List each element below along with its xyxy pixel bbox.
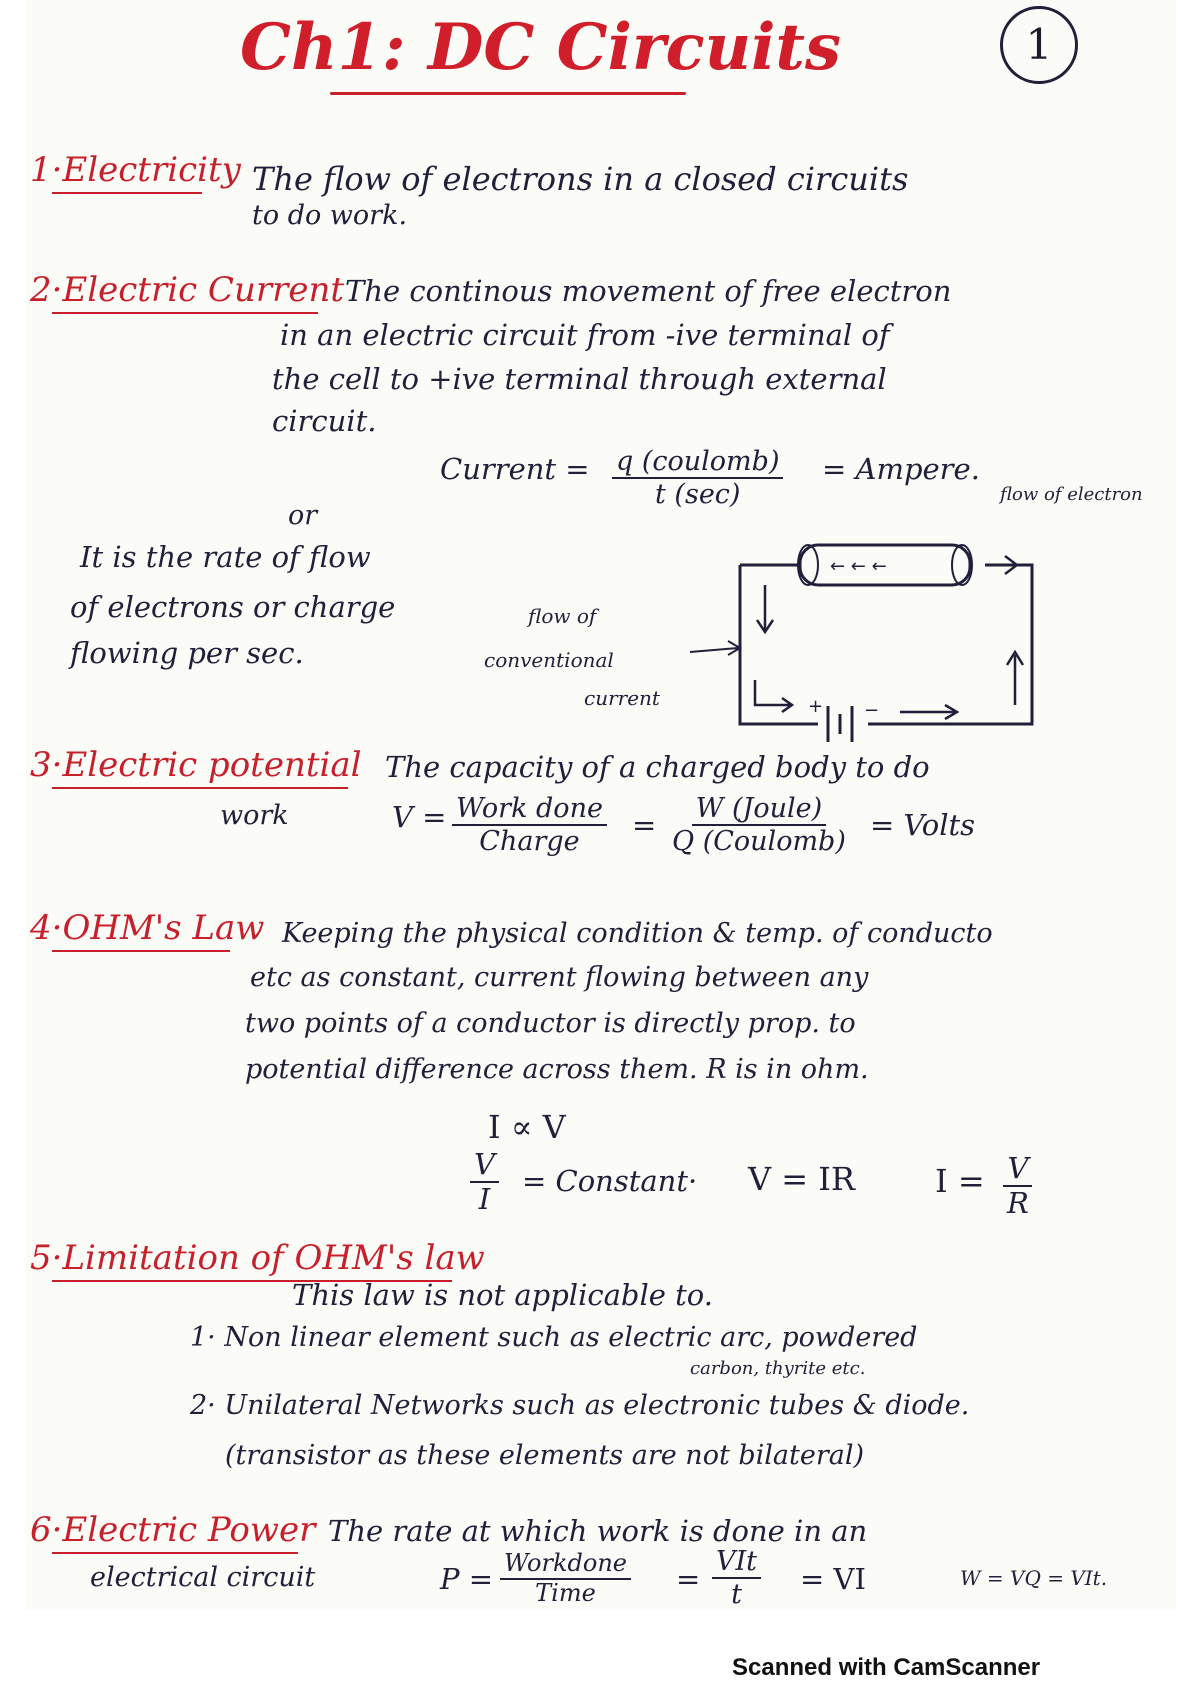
ohm-i-fraction xyxy=(1003,1152,1033,1221)
s1-line1: The flow of electrons in a closed circuits xyxy=(252,160,909,198)
page-number: 1 xyxy=(1000,6,1078,84)
power-fraction-2 xyxy=(712,1546,761,1610)
s5-item1: 1· Non linear element such as electric arc, powdered xyxy=(190,1322,918,1353)
potential-fraction-2 xyxy=(668,793,850,857)
heading-underline xyxy=(52,950,230,952)
s2-line2: in an electric circuit from -ive terminal of xyxy=(280,318,890,352)
power-rhs: = VI xyxy=(800,1562,866,1596)
potential-equals: = xyxy=(632,808,657,842)
s2-alt3: flowing per sec. xyxy=(70,636,304,670)
ohm-proportionality: I ∝ V xyxy=(488,1108,566,1146)
s4-line1: Keeping the physical condition & temp. of conducto xyxy=(282,918,993,949)
current-formula-rhs: = Ampere. xyxy=(822,452,980,486)
s3-line1: The capacity of a charged body to do xyxy=(385,750,930,784)
fraction-numerator: W (Joule) xyxy=(692,793,826,826)
battery-minus-sign: − xyxy=(864,700,880,721)
scanner-watermark: Scanned with CamScanner xyxy=(732,1654,1041,1681)
conventional-current-pointer xyxy=(690,641,740,655)
power-note: W = VQ = VIt. xyxy=(960,1566,1108,1590)
heading-limitation-ohms-law: 5·Limitation of OHM's law xyxy=(30,1238,485,1278)
s1-line2: to do work. xyxy=(252,200,408,231)
power-equals: = xyxy=(676,1562,701,1596)
s5-item1-sub: carbon, thyrite etc. xyxy=(690,1358,866,1379)
potential-formula-lhs: V = xyxy=(392,800,447,834)
electron-flow-arrow xyxy=(990,556,1017,574)
s2-alt2: of electrons or charge xyxy=(70,590,396,624)
heading-ohms-law: 4·OHM's Law xyxy=(30,908,265,948)
fraction-numerator: V xyxy=(470,1148,499,1183)
bottom-arrow-icon xyxy=(900,705,957,719)
battery-plus-sign: + xyxy=(808,696,824,717)
s5-item2: 2· Unilateral Networks such as electronic tubes & diode. xyxy=(190,1390,970,1421)
ohm-v-equals-ir: V = IR xyxy=(748,1160,855,1198)
s6-line2: electrical circuit xyxy=(90,1562,316,1593)
fraction-numerator: V xyxy=(1003,1152,1032,1187)
power-fraction-1 xyxy=(500,1550,631,1607)
s5-intro: This law is not applicable to. xyxy=(292,1278,713,1312)
diagram-label-conventional-3: current xyxy=(584,686,660,710)
tube-charges: ← ← ← xyxy=(830,556,887,577)
fraction-denominator: Time xyxy=(535,1578,596,1607)
heading-electric-power: 6·Electric Power xyxy=(30,1510,316,1550)
current-formula-lhs: Current = xyxy=(440,452,590,486)
fraction-denominator: t xyxy=(731,1579,742,1611)
battery-gap xyxy=(818,710,868,738)
heading-electric-current: 2·Electric Current xyxy=(30,270,345,310)
power-formula-lhs: P = xyxy=(440,1562,494,1596)
s3-line2: work xyxy=(220,800,289,831)
heading-underline xyxy=(52,787,348,789)
ohm-fraction xyxy=(470,1148,499,1217)
fraction-denominator: I xyxy=(478,1182,491,1217)
s4-line2: etc as constant, current flowing between any xyxy=(250,962,869,993)
fraction-numerator: q (coulomb) xyxy=(612,446,783,479)
diagram-label-conventional-1: flow of xyxy=(528,604,597,628)
s4-line4: potential difference across them. R is in ohm. xyxy=(245,1054,869,1085)
s4-line3: two points of a conductor is directly prop. to xyxy=(245,1008,856,1039)
fraction-numerator: Work done xyxy=(452,793,607,826)
ohm-constant: = Constant· xyxy=(522,1164,698,1198)
fraction-numerator: VIt xyxy=(712,1546,761,1579)
s6-line1: The rate at which work is done in an xyxy=(328,1514,868,1548)
s2-line1: The continous movement of free electron xyxy=(345,274,952,308)
up-arrow-icon xyxy=(1007,652,1023,705)
heading-electricity: 1·Electricity xyxy=(30,150,241,190)
s2-alt1: It is the rate of flow xyxy=(80,540,371,574)
corner-arrow-icon xyxy=(755,680,792,712)
fraction-numerator: Workdone xyxy=(500,1550,631,1580)
fraction-denominator: Charge xyxy=(479,826,580,858)
s5-item2-note: (transistor as these elements are not bilateral) xyxy=(225,1440,865,1471)
heading-electric-potential: 3·Electric potential xyxy=(30,745,362,785)
s2-line3: the cell to +ive terminal through external xyxy=(272,362,887,396)
diagram-label-electron-flow: flow of electron xyxy=(1000,484,1143,505)
fraction-denominator: t (sec) xyxy=(655,479,741,511)
diagram-label-conventional-2: conventional xyxy=(484,648,614,672)
heading-underline xyxy=(52,1552,298,1554)
or-label: or xyxy=(288,500,318,531)
fraction-denominator: Q (Coulomb) xyxy=(672,826,846,858)
potential-rhs: = Volts xyxy=(870,808,976,842)
s2-line4: circuit. xyxy=(272,404,377,438)
down-arrow-icon xyxy=(757,585,773,632)
page-title: Ch1: DC Circuits xyxy=(240,10,841,85)
ohm-i-equals: I = xyxy=(935,1162,985,1200)
potential-fraction-1 xyxy=(452,793,607,857)
fraction-denominator: R xyxy=(1007,1186,1029,1221)
